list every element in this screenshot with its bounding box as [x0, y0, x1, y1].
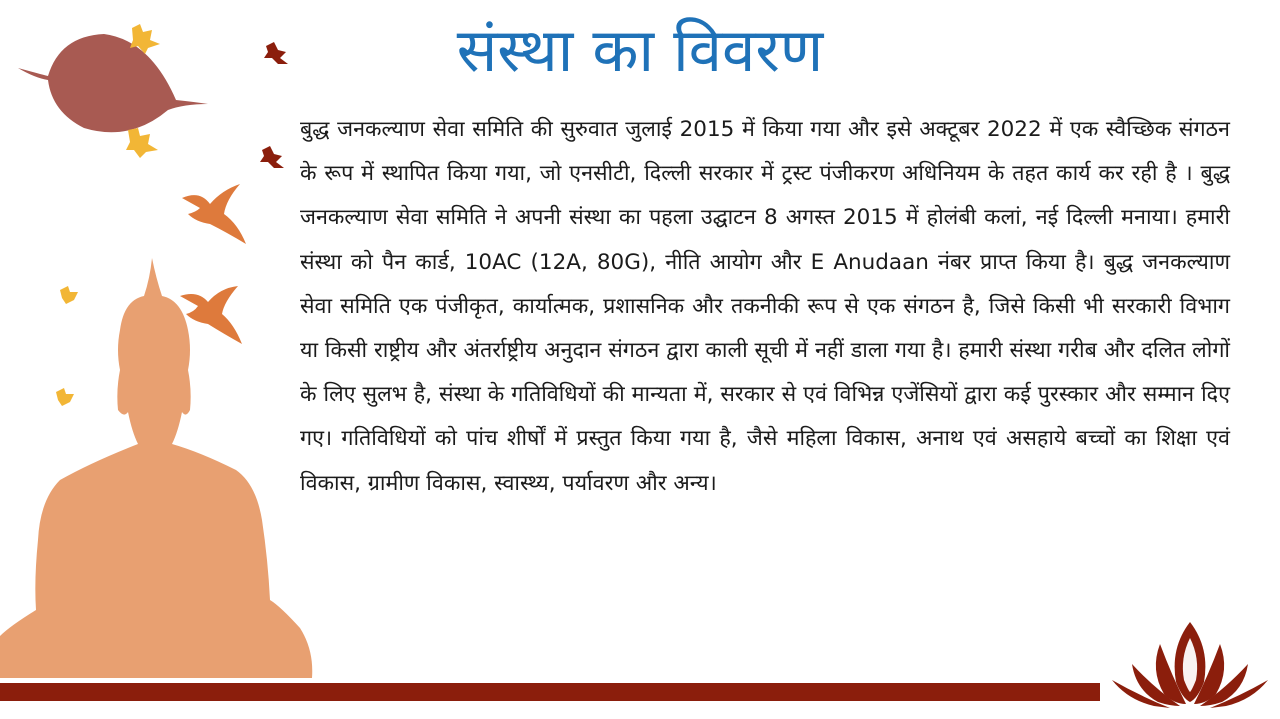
buddha-silhouette	[0, 258, 312, 678]
maple-leaf-icon	[260, 42, 288, 168]
bird-icon	[180, 184, 246, 344]
description-paragraph: बुद्ध जनकल्याण सेवा समिति की सुरुवात जुलाई 2015 में किया गया और इसे अक्टूबर 2022 में एक स्वैच्छिक संगठन के रूप में स्थापित किया गया, जो एनसीटी, दिल्ली सरकार में ट्रस्ट पंजीकरण अधिनियम के तहत कार्य कर रही है । बुद्ध जनकल्याण सेवा समिति ने अपनी संस्था का पहला उद्घाटन 8 अगस्त 2015 में होलंबी कलां, नई दिल्ली मनाया। हमारी संस्था को पैन कार्ड, 10AC (12A, 80G), नीति आयोग और E Anudaan नंबर प्राप्त किया है। बुद्ध जनकल्याण सेवा समिति एक पंजीकृत, कार्यात्मक, प्रशासनिक और तकनीकी रूप से एक संगठन है, जिसे किसी भी सरकारी विभाग या किसी राष्ट्रीय और अंतर्राष्ट्रीय अनुदान संगठन द्वारा काली सूची में नहीं डाला गया है। हमारी संस्था गरीब और दलित लोगों के लिए सुलभ है, संस्था के गतिविधियों की मान्यता में, सरकार से एवं विभिन्न एजेंसियों द्वारा कई पुरस्कार और सम्मान दिए गए। गतिविधियों को पांच शीर्षों में प्रस्तुत किया गया है, जैसे महिला विकास, अनाथ एवं असहाये बच्चों का शिक्षा एवं विकास, ग्रामीण विकास, स्वास्थ्य, पर्यावरण और अन्य।	[300, 117, 1230, 496]
bottom-bar	[0, 683, 1100, 701]
lotus-icon	[1110, 618, 1270, 710]
bodhi-leaf-icon	[18, 34, 208, 132]
decorative-art	[0, 0, 320, 719]
page-title: संस्था का विवरण	[456, 16, 824, 86]
